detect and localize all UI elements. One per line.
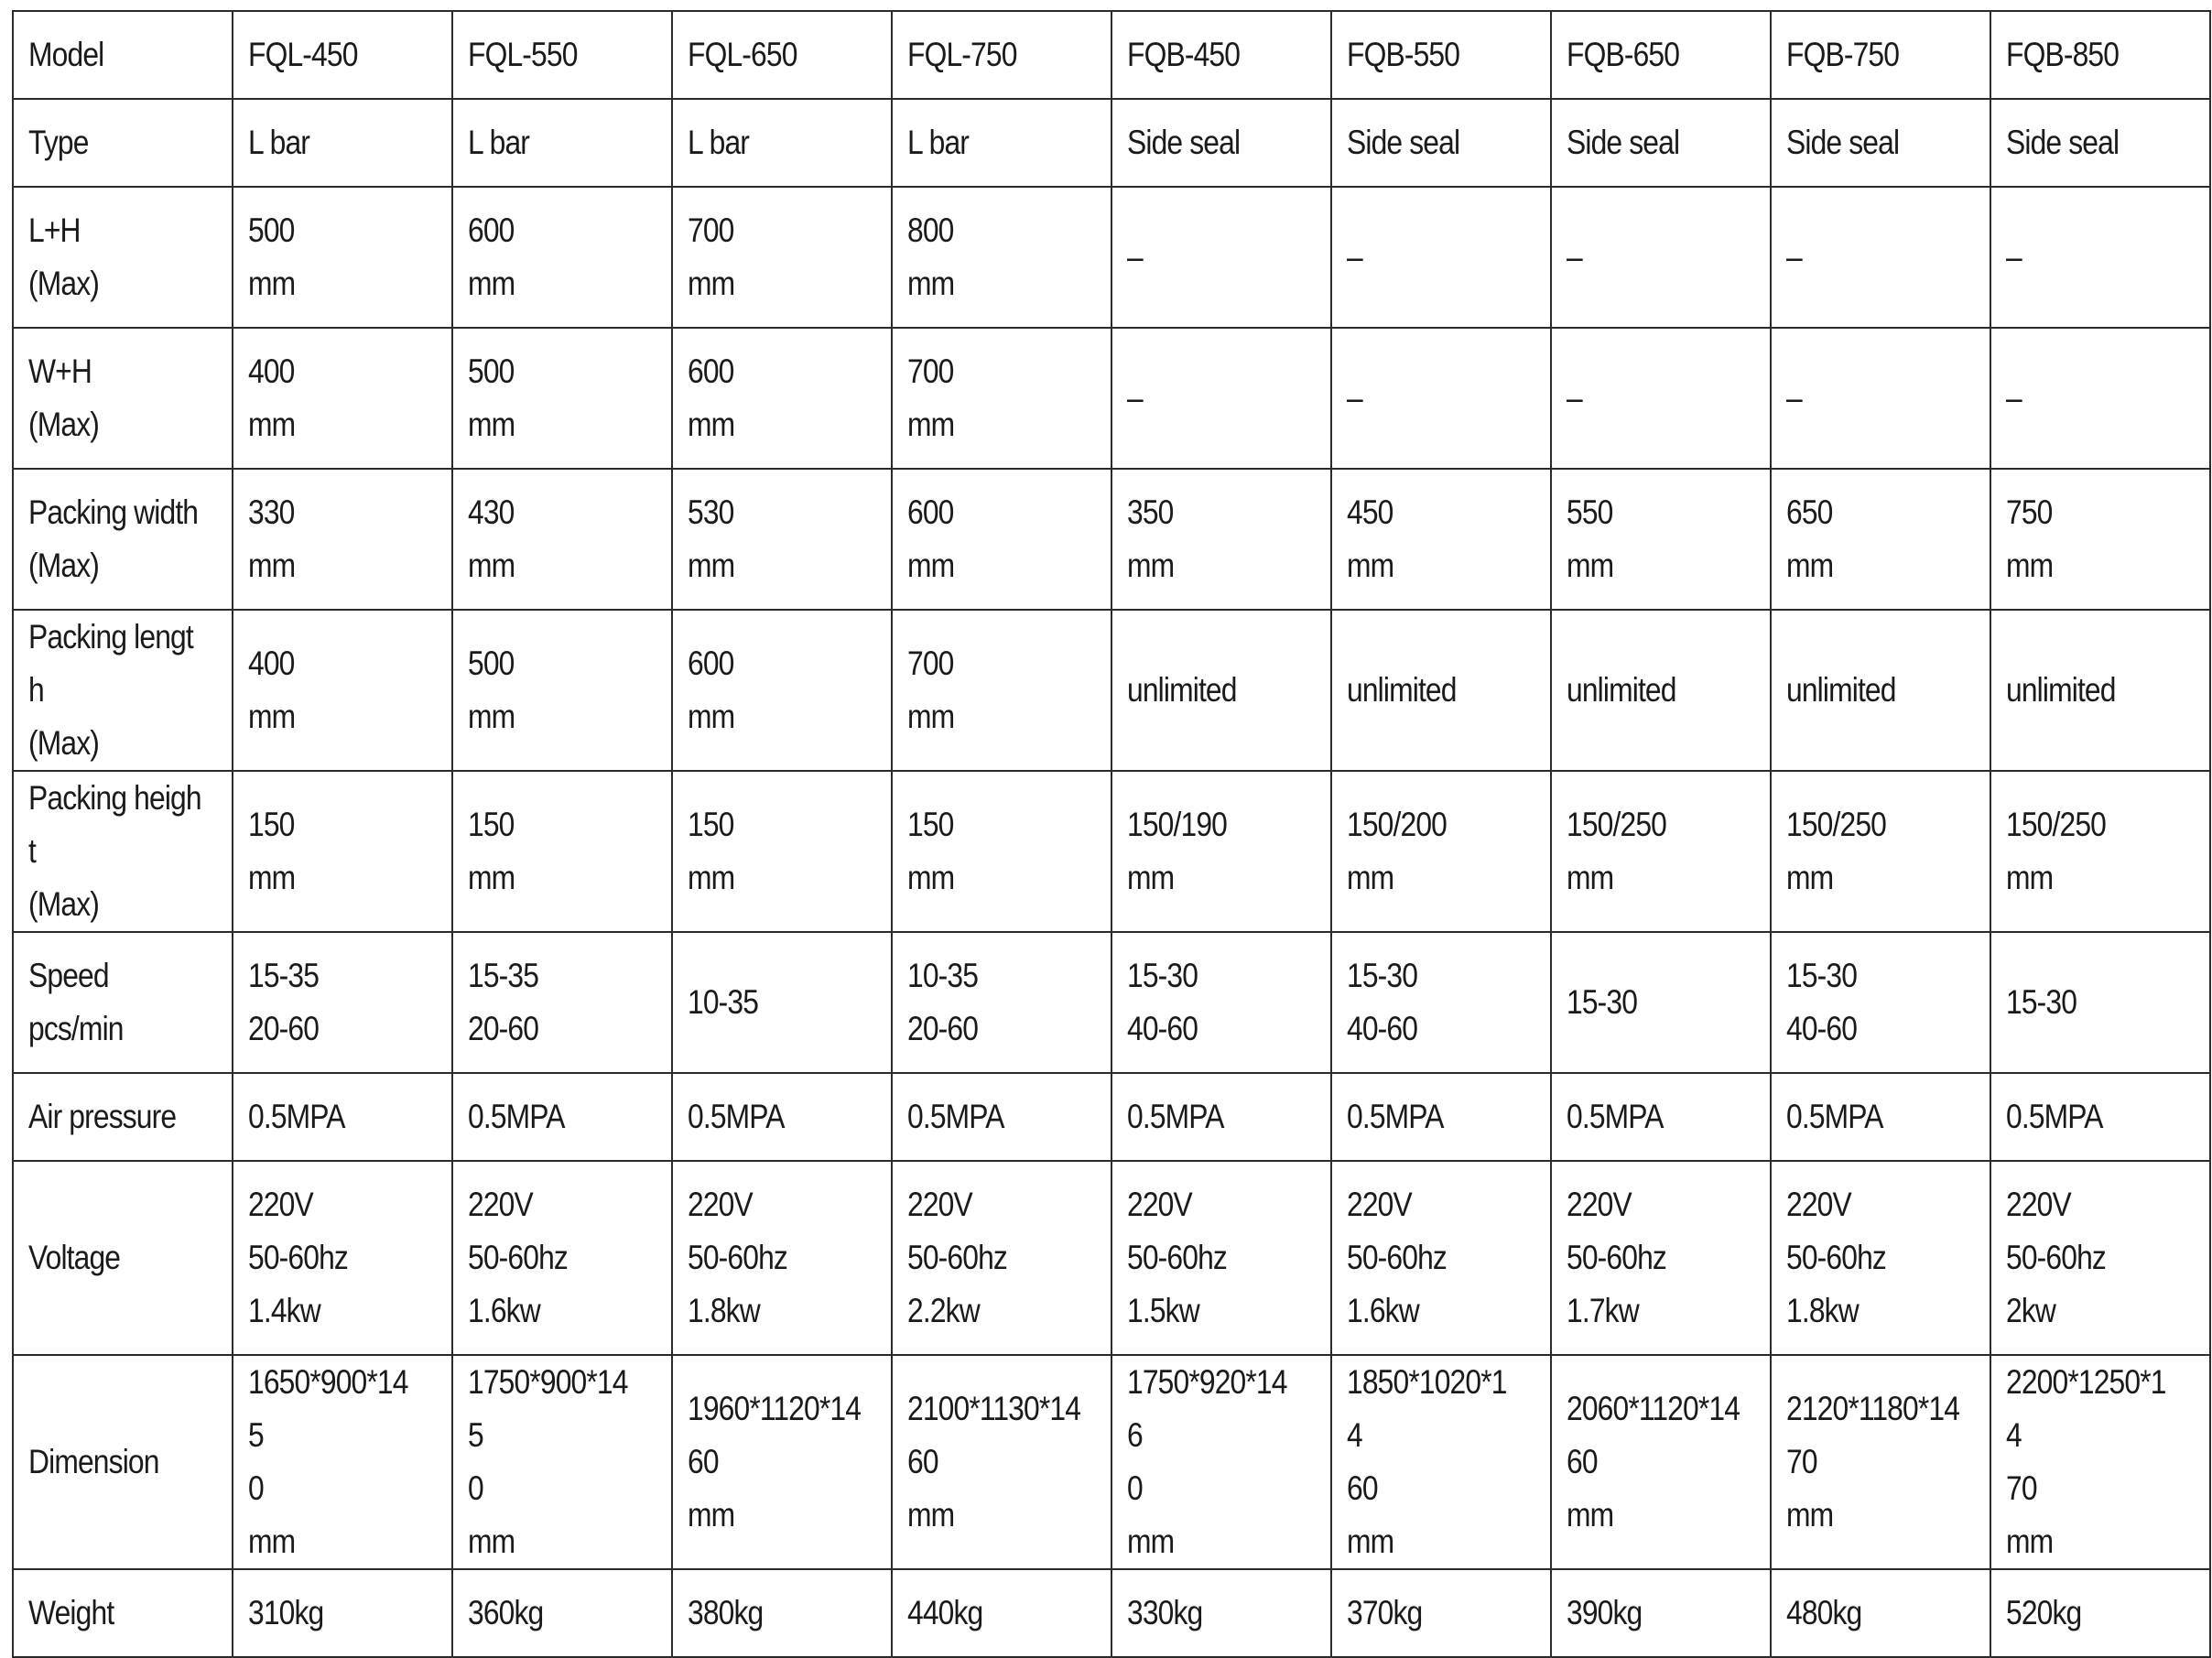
table-cell xyxy=(672,1073,892,1161)
table-row xyxy=(13,328,2210,469)
cell-text: 500 mm xyxy=(468,352,515,443)
cell-text: 150 mm xyxy=(468,806,515,896)
cell-text: 1650*900*145 0 mm xyxy=(248,1363,408,1560)
cell-text: Side seal xyxy=(1786,124,1900,161)
table-cell xyxy=(892,11,1111,99)
table-cell xyxy=(1331,1161,1551,1355)
cell-text: 530 mm xyxy=(688,493,735,584)
table-header-row xyxy=(13,11,2210,99)
cell-text: – xyxy=(1567,238,1582,276)
cell-text: 150/250 mm xyxy=(1786,806,1887,896)
table-cell xyxy=(1331,1355,1551,1569)
table-row xyxy=(13,1073,2210,1161)
table-cell xyxy=(1551,1161,1771,1355)
cell-text: 480kg xyxy=(1786,1594,1862,1631)
table-cell xyxy=(1551,187,1771,328)
table-cell xyxy=(1990,1355,2210,1569)
table-cell xyxy=(452,99,672,187)
cell-text: FQL-750 xyxy=(907,36,1017,73)
cell-text: 440kg xyxy=(907,1594,983,1631)
table-cell xyxy=(892,932,1111,1073)
cell-text: 700 mm xyxy=(907,645,955,735)
cell-text: FQB-550 xyxy=(1347,36,1460,73)
row-label-text: Packing height (Max) xyxy=(28,779,201,923)
table-cell xyxy=(892,771,1111,932)
cell-text: unlimited xyxy=(1567,671,1676,709)
cell-text: 500 mm xyxy=(468,645,515,735)
cell-text: FQB-450 xyxy=(1127,36,1241,73)
cell-text: 15-35 20-60 xyxy=(468,957,539,1047)
cell-text: 430 mm xyxy=(468,493,515,584)
cell-text: 1960*1120*14 60 mm xyxy=(688,1390,862,1533)
cell-text: 0.5MPA xyxy=(688,1098,785,1135)
table-cell xyxy=(672,99,892,187)
table-cell xyxy=(233,610,452,771)
table-cell xyxy=(452,11,672,99)
table-row xyxy=(13,610,2210,771)
cell-text: 2100*1130*14 60 mm xyxy=(907,1390,1081,1533)
table-cell xyxy=(1111,11,1331,99)
table-cell xyxy=(452,1073,672,1161)
cell-text: 750 mm xyxy=(2006,493,2054,584)
table-cell xyxy=(452,469,672,610)
row-label-text: Model xyxy=(28,36,104,73)
cell-text: L bar xyxy=(468,124,530,161)
table-cell xyxy=(1551,771,1771,932)
cell-text: FQB-850 xyxy=(2006,36,2120,73)
table-cell xyxy=(452,1161,672,1355)
cell-text: 150 mm xyxy=(688,806,735,896)
row-label-cell xyxy=(13,11,233,99)
cell-text: FQL-550 xyxy=(468,36,578,73)
table-cell xyxy=(672,1569,892,1657)
cell-text: 15-30 40-60 xyxy=(1347,957,1418,1047)
row-label-cell xyxy=(13,469,233,610)
cell-text: – xyxy=(2006,238,2022,276)
table-cell xyxy=(233,1355,452,1569)
table-cell xyxy=(1990,771,2210,932)
cell-text: 220V 50-60hz 2.2kw xyxy=(907,1186,1007,1329)
table-cell xyxy=(1331,1569,1551,1657)
cell-text: Side seal xyxy=(1127,124,1241,161)
table-cell xyxy=(1111,187,1331,328)
row-label-text: Speed pcs/min xyxy=(28,957,124,1047)
cell-text: 400 mm xyxy=(248,352,296,443)
cell-text: 600 mm xyxy=(468,211,515,302)
cell-text: Side seal xyxy=(1567,124,1680,161)
cell-text: – xyxy=(1786,238,1802,276)
table-cell xyxy=(1990,1161,2210,1355)
table-cell xyxy=(233,932,452,1073)
cell-text: 310kg xyxy=(248,1594,324,1631)
cell-text: 600 mm xyxy=(688,352,735,443)
cell-text: 220V 50-60hz 1.4kw xyxy=(248,1186,348,1329)
cell-text: 2060*1120*14 60 mm xyxy=(1567,1390,1740,1533)
table-cell xyxy=(1331,771,1551,932)
row-label-text: Air pressure xyxy=(28,1098,177,1135)
cell-text: 15-30 xyxy=(2006,983,2077,1021)
cell-text: 10-35 xyxy=(688,983,759,1021)
cell-text: unlimited xyxy=(1347,671,1457,709)
table-cell xyxy=(892,1073,1111,1161)
table-row xyxy=(13,187,2210,328)
cell-text: – xyxy=(1786,379,1802,417)
cell-text: 220V 50-60hz 1.7kw xyxy=(1567,1186,1666,1329)
table-cell xyxy=(1331,932,1551,1073)
table-cell xyxy=(1990,328,2210,469)
table-cell xyxy=(1331,99,1551,187)
table-cell xyxy=(892,99,1111,187)
cell-text: 700 mm xyxy=(688,211,735,302)
cell-text: 150/200 mm xyxy=(1347,806,1448,896)
table-cell xyxy=(233,11,452,99)
table-cell xyxy=(672,187,892,328)
table-cell xyxy=(1111,1073,1331,1161)
table-row xyxy=(13,1355,2210,1569)
table-cell xyxy=(1771,1355,1990,1569)
table-cell xyxy=(1990,187,2210,328)
table-cell xyxy=(1990,610,2210,771)
cell-text: unlimited xyxy=(1127,671,1237,709)
table-cell xyxy=(1771,932,1990,1073)
table-cell xyxy=(672,469,892,610)
table-cell xyxy=(1551,99,1771,187)
cell-text: 600 mm xyxy=(907,493,955,584)
cell-text: 2120*1180*14 70 mm xyxy=(1786,1390,1960,1533)
table-cell xyxy=(1990,932,2210,1073)
cell-text: FQL-650 xyxy=(688,36,797,73)
table-cell xyxy=(672,610,892,771)
table-cell xyxy=(1771,469,1990,610)
table-row xyxy=(13,771,2210,932)
cell-text: 220V 50-60hz 1.6kw xyxy=(1347,1186,1447,1329)
row-label-text: Packing length (Max) xyxy=(28,618,193,762)
cell-text: L bar xyxy=(688,124,750,161)
cell-text: 15-30 40-60 xyxy=(1786,957,1858,1047)
row-label-text: W+H (Max) xyxy=(28,352,100,443)
table-cell xyxy=(672,771,892,932)
row-label-text: Packing width (Max) xyxy=(28,493,199,584)
table-cell xyxy=(1551,1355,1771,1569)
table-cell xyxy=(1111,610,1331,771)
row-label-text: L+H (Max) xyxy=(28,211,100,302)
cell-text: 150/250 mm xyxy=(2006,806,2107,896)
cell-text: unlimited xyxy=(2006,671,2116,709)
table-cell xyxy=(1331,187,1551,328)
cell-text: 0.5MPA xyxy=(1786,1098,1883,1135)
cell-text: Side seal xyxy=(2006,124,2120,161)
row-label-cell xyxy=(13,187,233,328)
table-cell xyxy=(672,1161,892,1355)
table-cell xyxy=(1771,99,1990,187)
cell-text: – xyxy=(1127,379,1143,417)
row-label-cell xyxy=(13,1161,233,1355)
table-cell xyxy=(1551,1073,1771,1161)
cell-text: FQB-650 xyxy=(1567,36,1680,73)
table-cell xyxy=(1990,469,2210,610)
cell-text: 0.5MPA xyxy=(1567,1098,1664,1135)
cell-text: 600 mm xyxy=(688,645,735,735)
table-cell xyxy=(1331,469,1551,610)
table-cell xyxy=(1111,932,1331,1073)
row-label-text: Weight xyxy=(28,1594,114,1631)
table-cell xyxy=(233,469,452,610)
table-cell xyxy=(672,1355,892,1569)
cell-text: 400 mm xyxy=(248,645,296,735)
table-cell xyxy=(233,771,452,932)
table-cell xyxy=(892,187,1111,328)
cell-text: L bar xyxy=(248,124,310,161)
table-cell xyxy=(1331,610,1551,771)
row-label-cell xyxy=(13,610,233,771)
row-label-cell xyxy=(13,1569,233,1657)
table-cell xyxy=(892,610,1111,771)
cell-text: – xyxy=(1127,238,1143,276)
row-label-text: Dimension xyxy=(28,1443,159,1480)
cell-text: 350 mm xyxy=(1127,493,1175,584)
table-cell xyxy=(233,328,452,469)
row-label-text: Voltage xyxy=(28,1239,121,1276)
cell-text: 390kg xyxy=(1567,1594,1643,1631)
cell-text: 1750*920*146 0 mm xyxy=(1127,1363,1287,1560)
row-label-text: Type xyxy=(28,124,89,161)
table-cell xyxy=(1111,771,1331,932)
table-cell xyxy=(892,1569,1111,1657)
table-cell xyxy=(1551,328,1771,469)
table-cell xyxy=(1771,610,1990,771)
cell-text: 0.5MPA xyxy=(248,1098,345,1135)
cell-text: 150/190 mm xyxy=(1127,806,1228,896)
cell-text: 220V 50-60hz 1.8kw xyxy=(688,1186,787,1329)
table-cell xyxy=(892,1161,1111,1355)
cell-text: – xyxy=(1347,379,1362,417)
table-cell xyxy=(1551,610,1771,771)
cell-text: – xyxy=(1567,379,1582,417)
spec-table-body xyxy=(13,11,2210,1657)
table-cell xyxy=(452,328,672,469)
table-cell xyxy=(1771,1161,1990,1355)
cell-text: 0.5MPA xyxy=(907,1098,1004,1135)
table-cell xyxy=(1331,1073,1551,1161)
table-cell xyxy=(672,11,892,99)
cell-text: 1750*900*145 0 mm xyxy=(468,1363,628,1560)
cell-text: 0.5MPA xyxy=(1347,1098,1444,1135)
table-cell xyxy=(233,1569,452,1657)
table-cell xyxy=(892,469,1111,610)
cell-text: FQL-450 xyxy=(248,36,358,73)
table-cell xyxy=(1990,1073,2210,1161)
cell-text: 520kg xyxy=(2006,1594,2082,1631)
table-cell xyxy=(233,1161,452,1355)
cell-text: unlimited xyxy=(1786,671,1896,709)
table-cell xyxy=(672,328,892,469)
cell-text: L bar xyxy=(907,124,970,161)
table-cell xyxy=(452,187,672,328)
table-cell xyxy=(1331,11,1551,99)
table-cell xyxy=(452,932,672,1073)
table-cell xyxy=(1551,932,1771,1073)
row-label-cell xyxy=(13,328,233,469)
cell-text: 500 mm xyxy=(248,211,296,302)
cell-text: 370kg xyxy=(1347,1594,1423,1631)
table-cell xyxy=(1990,99,2210,187)
cell-text: 15-35 20-60 xyxy=(248,957,320,1047)
cell-text: 220V 50-60hz 2kw xyxy=(2006,1186,2106,1329)
row-label-cell xyxy=(13,1073,233,1161)
table-cell xyxy=(452,771,672,932)
cell-text: 550 mm xyxy=(1567,493,1614,584)
table-row xyxy=(13,932,2210,1073)
table-cell xyxy=(1771,771,1990,932)
cell-text: 15-30 xyxy=(1567,983,1638,1021)
table-cell xyxy=(233,1073,452,1161)
table-cell xyxy=(1551,469,1771,610)
table-cell xyxy=(452,1355,672,1569)
cell-text: 1850*1020*14 60 mm xyxy=(1347,1363,1507,1560)
cell-text: 220V 50-60hz 1.6kw xyxy=(468,1186,568,1329)
table-cell xyxy=(1111,1569,1331,1657)
cell-text: 15-30 40-60 xyxy=(1127,957,1198,1047)
table-cell xyxy=(1111,469,1331,610)
table-cell xyxy=(1111,1355,1331,1569)
table-row xyxy=(13,1569,2210,1657)
table-cell xyxy=(233,99,452,187)
cell-text: 800 mm xyxy=(907,211,955,302)
table-cell xyxy=(1771,1569,1990,1657)
table-cell xyxy=(1111,1161,1331,1355)
cell-text: 650 mm xyxy=(1786,493,1834,584)
table-cell xyxy=(1990,1569,2210,1657)
row-label-cell xyxy=(13,771,233,932)
table-cell xyxy=(892,1355,1111,1569)
cell-text: – xyxy=(2006,379,2022,417)
table-cell xyxy=(1771,187,1990,328)
spec-table xyxy=(12,10,2211,1658)
table-cell xyxy=(1771,328,1990,469)
cell-text: 150 mm xyxy=(907,806,955,896)
row-label-cell xyxy=(13,99,233,187)
cell-text: 0.5MPA xyxy=(1127,1098,1224,1135)
cell-text: 700 mm xyxy=(907,352,955,443)
cell-text: FQB-750 xyxy=(1786,36,1900,73)
cell-text: 150/250 mm xyxy=(1567,806,1667,896)
table-cell xyxy=(1551,11,1771,99)
cell-text: Side seal xyxy=(1347,124,1460,161)
table-row xyxy=(13,1161,2210,1355)
table-cell xyxy=(672,932,892,1073)
table-cell xyxy=(1111,328,1331,469)
cell-text: 150 mm xyxy=(248,806,296,896)
cell-text: 10-35 20-60 xyxy=(907,957,979,1047)
cell-text: 0.5MPA xyxy=(468,1098,565,1135)
cell-text: 220V 50-60hz 1.5kw xyxy=(1127,1186,1227,1329)
table-row xyxy=(13,99,2210,187)
table-cell xyxy=(452,610,672,771)
table-cell xyxy=(892,328,1111,469)
table-cell xyxy=(233,187,452,328)
table-cell xyxy=(1551,1569,1771,1657)
table-cell xyxy=(1111,99,1331,187)
table-cell xyxy=(452,1569,672,1657)
table-cell xyxy=(1771,1073,1990,1161)
cell-text: – xyxy=(1347,238,1362,276)
table-cell xyxy=(1771,11,1990,99)
cell-text: 450 mm xyxy=(1347,493,1394,584)
cell-text: 380kg xyxy=(688,1594,764,1631)
cell-text: 360kg xyxy=(468,1594,544,1631)
table-row xyxy=(13,469,2210,610)
cell-text: 0.5MPA xyxy=(2006,1098,2103,1135)
row-label-cell xyxy=(13,1355,233,1569)
cell-text: 330kg xyxy=(1127,1594,1203,1631)
table-cell xyxy=(1331,328,1551,469)
table-cell xyxy=(1990,11,2210,99)
row-label-cell xyxy=(13,932,233,1073)
cell-text: 220V 50-60hz 1.8kw xyxy=(1786,1186,1886,1329)
cell-text: 2200*1250*14 70 mm xyxy=(2006,1363,2166,1560)
cell-text: 330 mm xyxy=(248,493,296,584)
